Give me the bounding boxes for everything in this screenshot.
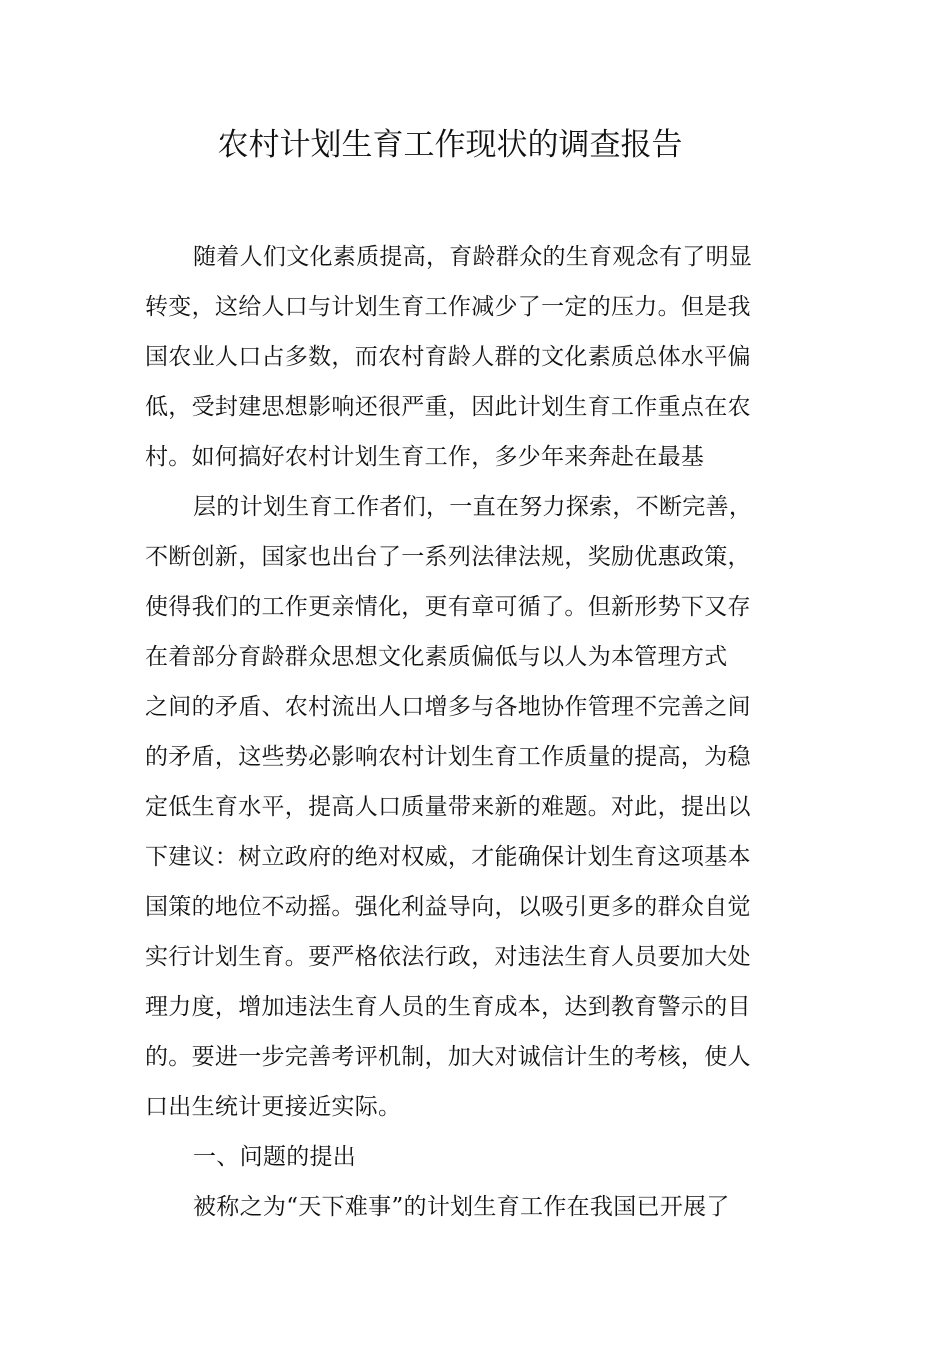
paragraph-line: 不断创新，国家也出台了一系列法律法规，奖励优惠政策， bbox=[145, 544, 751, 570]
paragraph-line: 理力度，增加违法生育人员的生育成本，达到教育警示的目 bbox=[145, 994, 751, 1020]
paragraph-line: 村。如何搞好农村计划生育工作，多少年来奔赴在最基 bbox=[145, 444, 705, 470]
paragraph-line: 国策的地位不动摇。强化利益导向，以吸引更多的群众自觉 bbox=[145, 894, 751, 920]
paragraph-line: 层的计划生育工作者们，一直在努力探索，不断完善， bbox=[193, 494, 753, 520]
paragraph-line: 定低生育水平，提高人口质量带来新的难题。对此，提出以 bbox=[145, 794, 751, 820]
paragraph-line: 实行计划生育。要严格依法行政，对违法生育人员要加大处 bbox=[145, 944, 751, 970]
paragraph-line: 低，受封建思想影响还很严重，因此计划生育工作重点在农 bbox=[145, 394, 751, 420]
paragraph-line: 的。要进一步完善考评机制，加大对诚信计生的考核，使人 bbox=[145, 1044, 751, 1070]
paragraph-line: 转变，这给人口与计划生育工作减少了一定的压力。但是我 bbox=[145, 294, 751, 320]
paragraph-line: 的矛盾，这些势必影响农村计划生育工作质量的提高，为稳 bbox=[145, 744, 751, 770]
paragraph-line: 被称之为“天下难事”的计划生育工作在我国已开展了 bbox=[193, 1194, 730, 1220]
document-title: 农村计划生育工作现状的调查报告 bbox=[217, 127, 683, 163]
paragraph-line: 国农业人口占多数，而农村育龄人群的文化素质总体水平偏 bbox=[145, 344, 751, 370]
section-heading: 一、问题的提出 bbox=[193, 1144, 357, 1170]
paragraph-line: 之间的矛盾、农村流出人口增多与各地协作管理不完善之间 bbox=[145, 694, 751, 720]
paragraph-line: 在着部分育龄群众思想文化素质偏低与以人为本管理方式 bbox=[145, 644, 728, 670]
paragraph-line: 下建议：树立政府的绝对权威，才能确保计划生育这项基本 bbox=[145, 844, 751, 870]
paragraph-line: 随着人们文化素质提高，育龄群众的生育观念有了明显 bbox=[193, 244, 753, 270]
paragraph-line: 口出生统计更接近实际。 bbox=[145, 1094, 402, 1120]
paragraph-line: 使得我们的工作更亲情化，更有章可循了。但新形势下又存 bbox=[145, 594, 751, 620]
